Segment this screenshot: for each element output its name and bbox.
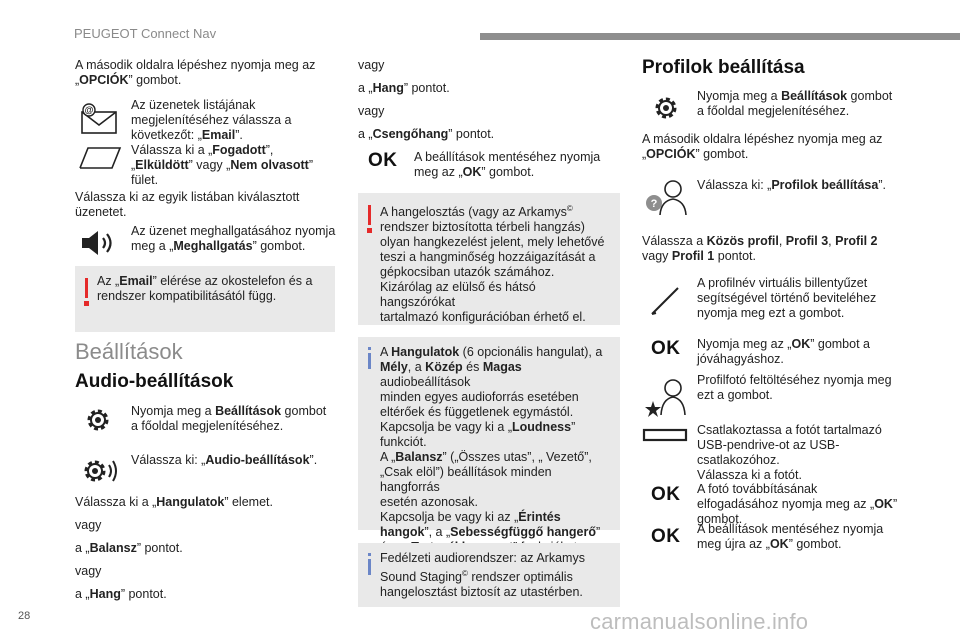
pencil-icon	[648, 282, 684, 318]
select-tab-instruction: Válassza ki a „Fogadott”, „Elküldött” vagy „Nem olvasott” fület.	[131, 143, 313, 187]
options-text: A második oldalra lépéshez nyomja meg az „OPCIÓK” gombot.	[642, 132, 883, 161]
intro-text: A második oldalra lépéshez nyomja meg az „OPCIÓK” gombot.	[75, 58, 316, 87]
header-bar	[480, 33, 960, 40]
sound-distribution-warning-box: A hangelosztás (vagy az Arkamys© rendszer biztosította térbeli hangzás) olyan hangkezelést jelent, mely lehetővé teszi a hangminőség hozzáigazítását a gépkocsiban utazók számához. Kizárólag az elülső és hátsó hangszórókat tartalmazó konfigurációban érhető el.	[358, 193, 620, 325]
ok-icon: OK	[368, 150, 398, 171]
watermark: carmanualsonline.info	[590, 609, 809, 634]
balance-text: a „Balansz” pontot.	[75, 541, 183, 555]
tabs-icon	[78, 146, 122, 170]
ringtone-text: a „Csengőhang” pontot.	[358, 127, 495, 141]
ambience-info-box: A Hangulatok (6 opcionális hangulat), a Mély, a Közép és Magas audiobeállítások minden egyes audioforrás esetében eltérőek és függetlenek egymástól. Kapcsolja be vagy ki a „Loudness” funkciót. A „Balansz” („Összes utas”, „ Vezető”, „Csak elöl”) beállítások minden hangforrás esetén azonosak. Kapcsolja be vagy ki az „Érintés hangok”, a „Sebességfüggő hangerő”	[358, 337, 620, 530]
or-text-4: vagy	[358, 104, 385, 118]
settings-gear-icon	[652, 94, 680, 122]
or-text-2: vagy	[75, 564, 102, 578]
or-text-1: vagy	[75, 518, 102, 532]
settings-gear-icon	[84, 406, 112, 434]
press-settings-instruction-2: Nyomja meg a Beállítások gombot a főoldal megjelenítéséhez.	[697, 89, 893, 118]
email-instruction: Az üzenetek listájának megjelenítéséhez válassza a következőt: „Email”.	[131, 98, 292, 142]
profiles-title: Profilok beállítása	[642, 57, 805, 78]
email-warning-box: Az „Email” elérése az okostelefon és a rendszer kompatibilitásától függ.	[75, 266, 335, 332]
select-profile-settings: Válassza ki: „Profilok beállítása”.	[697, 178, 886, 192]
choose-message-text: Válassza ki az egyik listában kiválasztott üzenetet.	[75, 190, 300, 219]
page-number: 28	[18, 610, 31, 622]
select-profile-text: Válassza a Közös profil, Profil 3, Profil 2 vagy Profil 1 pontot.	[642, 234, 878, 263]
svg-text:@: @	[84, 105, 94, 115]
email-icon	[80, 103, 120, 135]
warning-dot	[84, 301, 89, 306]
save-again-instruction: A beállítások mentéséhez nyomja meg újra az „OK” gombot.	[697, 522, 884, 551]
audio-settings-title: Audio-beállítások	[75, 371, 234, 392]
photo-upload-instruction: Profilfotó feltöltéséhez nyomja meg ezt a gombot.	[697, 373, 892, 402]
ok-icon: OK	[651, 526, 681, 547]
profile-settings-icon	[644, 177, 688, 217]
svg-text:?: ?	[650, 198, 658, 210]
warning-icon	[368, 205, 371, 225]
sound-text: a „Hang” pontot.	[75, 587, 167, 601]
confirm-instruction: Nyomja meg az „OK” gombot a jóváhagyáshoz.	[697, 337, 870, 366]
sound-text-2: a „Hang” pontot.	[358, 81, 450, 95]
listen-instruction: Az üzenet meghallgatásához nyomja meg a „Meghallgatás” gombot.	[131, 224, 336, 253]
speaker-icon	[80, 229, 118, 257]
ambience-instruction: Válassza ki a „Hangulatok” elemet.	[75, 495, 273, 509]
arkamys-info-box: Fedélzeti audiorendszer: az Arkamys Sound Staging© rendszer optimális hangelosztást biztosít az utastérben.	[358, 543, 620, 607]
ok-icon: OK	[651, 484, 681, 505]
usb-icon	[642, 428, 688, 442]
info-icon	[368, 353, 371, 369]
section-title: Beállítások	[75, 339, 183, 364]
audio-settings-instruction: Válassza ki: „Audio-beállítások”.	[131, 453, 318, 467]
info-icon-dot	[368, 553, 371, 556]
ok-icon: OK	[651, 338, 681, 359]
usb-instruction: Csatlakoztassa a fotót tartalmazó USB-pendrive-ot az USB- csatlakozóhoz. Válassza ki a fotót.	[697, 423, 882, 482]
save-instruction: A beállítások mentéséhez nyomja meg az „OK” gombot.	[414, 150, 601, 179]
warning-dot	[367, 228, 372, 233]
info-icon-dot	[368, 347, 371, 350]
warning-icon	[85, 278, 88, 298]
press-settings-instruction: Nyomja meg a Beállítások gombot a főoldal megjelenítéséhez.	[131, 404, 327, 433]
audio-settings-icon	[80, 455, 120, 487]
keyboard-instruction: A profilnév virtuális billentyűzet segítségével történő beviteléhez nyomja meg ezt a gombot.	[697, 276, 877, 320]
accept-photo-instruction: A fotó továbbításának elfogadásához nyomja meg az „OK” gombot.	[697, 482, 898, 526]
header-title: PEUGEOT Connect Nav	[74, 26, 217, 41]
info-icon	[368, 559, 371, 575]
or-text-3: vagy	[358, 58, 385, 72]
profile-photo-icon	[644, 377, 688, 417]
